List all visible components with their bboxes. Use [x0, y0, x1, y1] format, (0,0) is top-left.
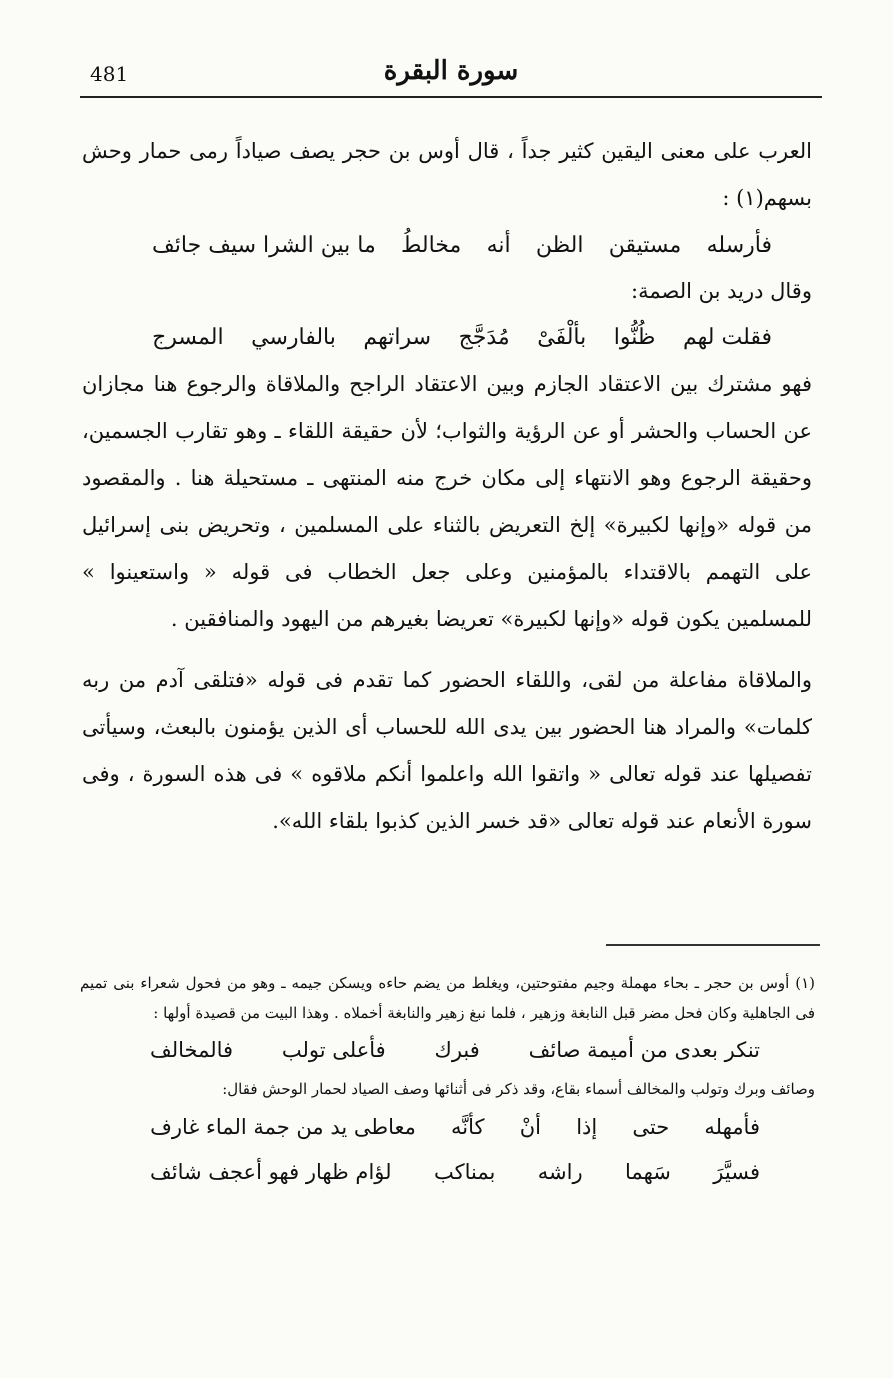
verse-word: بألْفَىْ [537, 325, 587, 350]
verse-word: فالمخالف [150, 1038, 234, 1062]
verse-word: سراتهم [363, 325, 432, 350]
verse-word: الظن [535, 233, 584, 258]
verse-word: فأمهله [704, 1115, 760, 1139]
verse-word: مخالطُ [401, 233, 462, 258]
header-rule [80, 96, 822, 98]
footnote-1: (١) أوس بن حجر ـ بحاء مهملة وجيم مفتوحتين، ويغلط من يضم حاءه ويسكن جيمه ـ وهو من فحول شعراء بنى تميم فى الجاهلية وكان فحل مضر قبل النابغة وزهير ، فلما نبغ زهير والنابغة أخملاه . وهذا البيت من قصيدة أولها : [80, 974, 815, 1022]
paragraph-1: العرب على معنى اليقين كثير جداً ، قال أوس بن حجر يصف صياداً رمى حمار وحش بسهم(١) : [82, 139, 812, 210]
footnote-2: وصائف وبرك وتولب والمخالف أسماء بقاع، وقد ذكر فى أثنائها وصف الصياد لحمار الوحش فقال: [222, 1080, 815, 1098]
verse-word: مستيقن [608, 233, 682, 258]
verse-word: سَهما [625, 1160, 671, 1184]
footnote-rule [606, 944, 820, 946]
footnote-verse-1 [80, 1028, 815, 1073]
verse-word: كأنَّه [451, 1115, 485, 1139]
verse-word: بمناكب [433, 1160, 496, 1184]
verse-word: راشه [537, 1160, 583, 1184]
page-header [80, 52, 822, 98]
footnote-verse-2 [80, 1105, 815, 1150]
verse-word: أنْ [519, 1115, 541, 1139]
verse-word: فأرسله [706, 233, 772, 258]
paragraph-3: والملاقاة مفاعلة من لقى، واللقاء الحضور كما تقدم فى قوله «فتلقى آدم من ربه كلمات» والمراد هنا الحضور بين يدى الله للحساب أى الذين يؤمنون بالبعث، وسيأتى تفصيلها عند قوله تعالى « واتقوا الله واعلموا أنكم ملاقوه » فى هذه السورة ، وفى سورة الأنعام عند قوله تعالى «قد خسر الذين كذبوا بلقاء الله». [82, 668, 812, 833]
verse-durayd [82, 314, 812, 361]
verse-word: المسرج [152, 325, 224, 350]
verse-word: مُدَجَّج [458, 325, 510, 350]
running-title: سورة البقرة [383, 56, 519, 86]
verse-aws [82, 222, 812, 269]
verse-word: ظُنُّوا [613, 325, 656, 350]
verse-word: بالفارسي [251, 325, 336, 350]
verse-word: ما بين الشرا سيف جائف [152, 233, 376, 258]
footnote-verse-3 [80, 1150, 815, 1195]
verse-word: فبرك [434, 1038, 480, 1062]
verse-word: فأعلى تولب [281, 1038, 386, 1062]
verse-word: فسيَّرَ [713, 1160, 760, 1184]
verse-word: معاطى يد من جمة الماء غارف [150, 1115, 416, 1139]
main-text [82, 128, 812, 845]
verse-word: فقلت لهم [682, 325, 772, 350]
footnotes [80, 968, 815, 1195]
page-number: 481 [90, 62, 129, 86]
verse-word: حتى [632, 1115, 670, 1139]
verse-intro-durayd: وقال دريد بن الصمة: [631, 279, 812, 303]
verse-word: إذا [576, 1115, 598, 1139]
paragraph-2: فهو مشترك بين الاعتقاد الجازم وبين الاعتقاد الراجح والملاقاة والرجوع هنا مجازان عن الحساب والحشر أو عن الرؤية والثواب؛ لأن حقيقة اللقاء ـ وهو تقارب الجسمين، وحقيقة الرجوع وهو الانتهاء إلى مكان خرج منه المنتهى ـ مستحيلة هنا . والمقصود من قوله «وإنها لكبيرة» إلخ التعريض بالثناء على المسلمين ، وتحريض بنى إسرائيل على التهمم بالاقتداء بالمؤمنين وعلى جعل الخطاب فى قوله « واستعينوا » للمسلمين يكون قوله «وإنها لكبيرة» تعريضا بغيرهم من اليهود والمنافقين . [82, 372, 812, 631]
verse-word: أنه [486, 233, 511, 258]
verse-word: تنكر بعدى من أميمة صائف [528, 1038, 760, 1062]
verse-word: لؤام ظهار فهو أعجف شائف [150, 1160, 392, 1184]
